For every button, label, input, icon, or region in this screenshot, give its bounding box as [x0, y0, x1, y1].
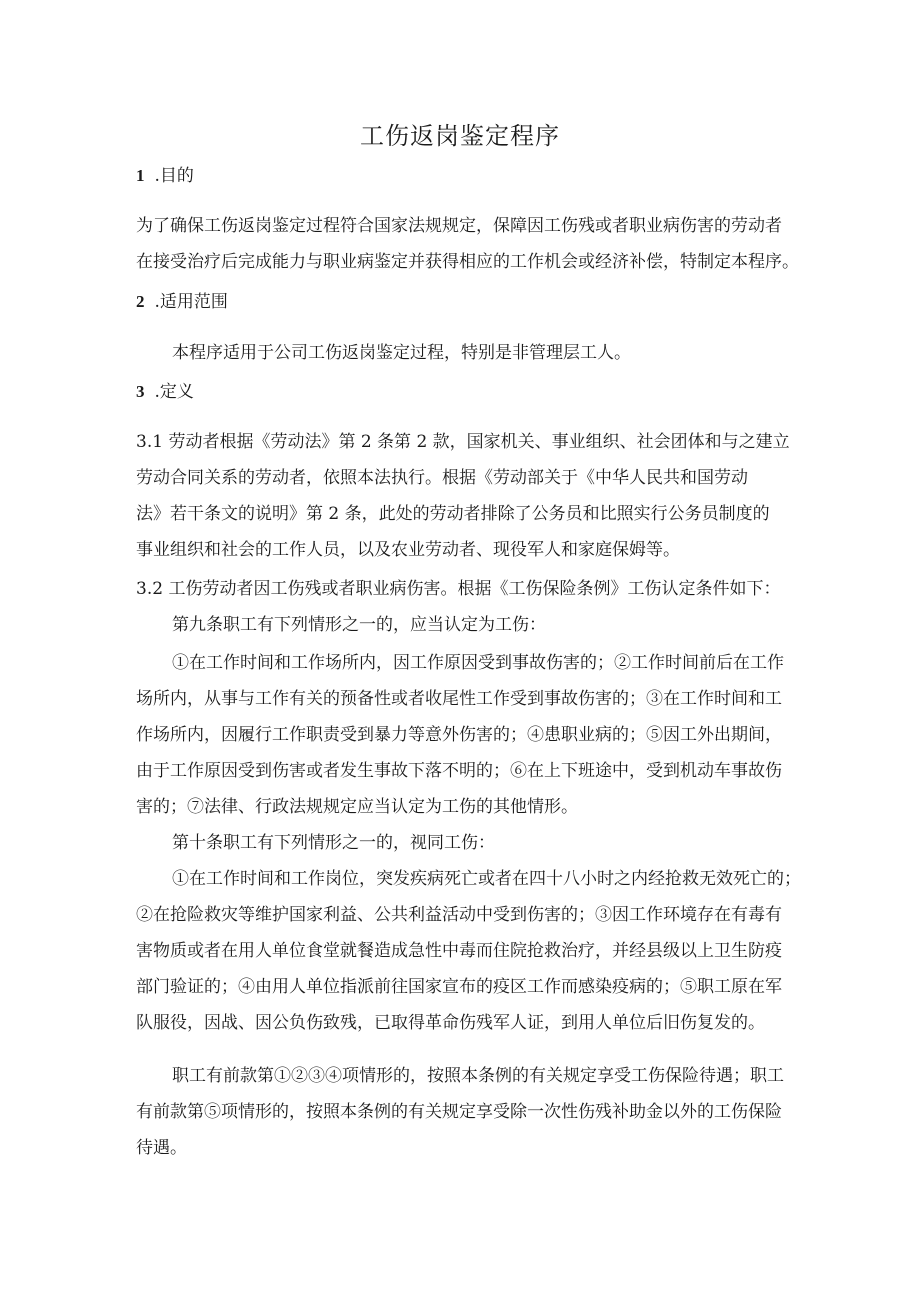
section-2-heading	[136, 290, 228, 314]
section-1-number: 1	[136, 166, 145, 185]
article-10-line-4: 部门验证的；④由用人单位指派前往国家宣布的疫区工作而感染疫病的；⑤职工原在军	[136, 977, 782, 997]
definition-3-1-line-2: 劳动合同关系的劳动者，依照本法执行。根据《劳动部关于《中华人民共和国劳动	[136, 468, 748, 488]
section-3-number: 3	[136, 382, 145, 401]
final-paragraph-line-1: 职工有前款第①②③④项情形的，按照本条例的有关规定享受工伤保险待遇；职工	[172, 1066, 784, 1086]
section-1-title: .目的	[154, 166, 194, 186]
article-9-line-4: 由于工作原因受到伤害或者发生事故下落不明的；⑥在上下班途中，受到机动车事故伤	[136, 761, 782, 781]
article-10-line-5: 队服役，因战、因公负伤致残，已取得革命伤残军人证，到用人单位后旧伤复发的。	[136, 1013, 765, 1033]
article-9-line-2: 场所内，从事与工作有关的预备性或者收尾性工作受到事故伤害的；③在工作时间和工	[136, 689, 782, 709]
section-1-line-2: 在接受治疗后完成能力与职业病鉴定并获得相应的工作机会或经济补偿，特制定本程序。	[136, 252, 799, 272]
section-2-number: 2	[136, 292, 145, 311]
final-paragraph-line-2: 有前款第⑤项情形的，按照本条例的有关规定享受除一次性伤残补助金以外的工伤保险	[136, 1102, 782, 1122]
definition-3-1-line-3: 法》若干条文的说明》第 2 条，此处的劳动者排除了公务员和比照实行公务员制度的	[136, 504, 770, 524]
section-3-heading	[136, 380, 194, 404]
page-title: 工伤返岗鉴定程序	[360, 122, 560, 150]
article-10-line-1: ①在工作时间和工作岗位，突发疾病死亡或者在四十八小时之内经抢救无效死亡的；	[172, 869, 801, 889]
article-10-line-2: ②在抢险救灾等维护国家利益、公共利益活动中受到伤害的；③因工作环境存在有毒有	[136, 905, 782, 925]
definition-3-1-line-4: 事业组织和社会的工作人员，以及农业劳动者、现役军人和家庭保姆等。	[136, 540, 680, 560]
definition-3-2: 3.2 工伤劳动者因工伤残或者职业病伤害。根据《工伤保险条例》工伤认定条件如下：	[136, 579, 781, 599]
article-10-intro: 第十条职工有下列情形之一的，视同工伤：	[172, 833, 495, 853]
article-9-intro: 第九条职工有下列情形之一的，应当认定为工伤：	[172, 615, 546, 635]
section-1-line-1: 为了确保工伤返岗鉴定过程符合国家法规规定，保障因工伤残或者职业病伤害的劳动者	[136, 216, 782, 236]
section-1-heading	[136, 164, 194, 188]
section-3-title: .定义	[154, 382, 194, 402]
section-2-paragraph: 本程序适用于公司工伤返岗鉴定过程，特别是非管理层工人。	[172, 343, 631, 363]
article-9-line-3: 作场所内，因履行工作职责受到暴力等意外伤害的；④患职业病的；⑤因工外出期间，	[136, 725, 782, 745]
article-9-line-5: 害的；⑦法律、行政法规规定应当认定为工伤的其他情形。	[136, 797, 578, 817]
final-paragraph-line-3: 待遇。	[136, 1138, 187, 1158]
article-10-line-3: 害物质或者在用人单位食堂就餐造成急性中毒而住院抢救治疗，并经县级以上卫生防疫	[136, 941, 782, 961]
section-2-title: .适用范围	[154, 292, 228, 312]
article-9-line-1: ①在工作时间和工作场所内，因工作原因受到事故伤害的；②工作时间前后在工作	[172, 653, 784, 673]
definition-3-1-line-1: 3.1 劳动者根据《劳动法》第 2 条第 2 款，国家机关、事业组织、社会团体和与之建立	[136, 432, 790, 452]
